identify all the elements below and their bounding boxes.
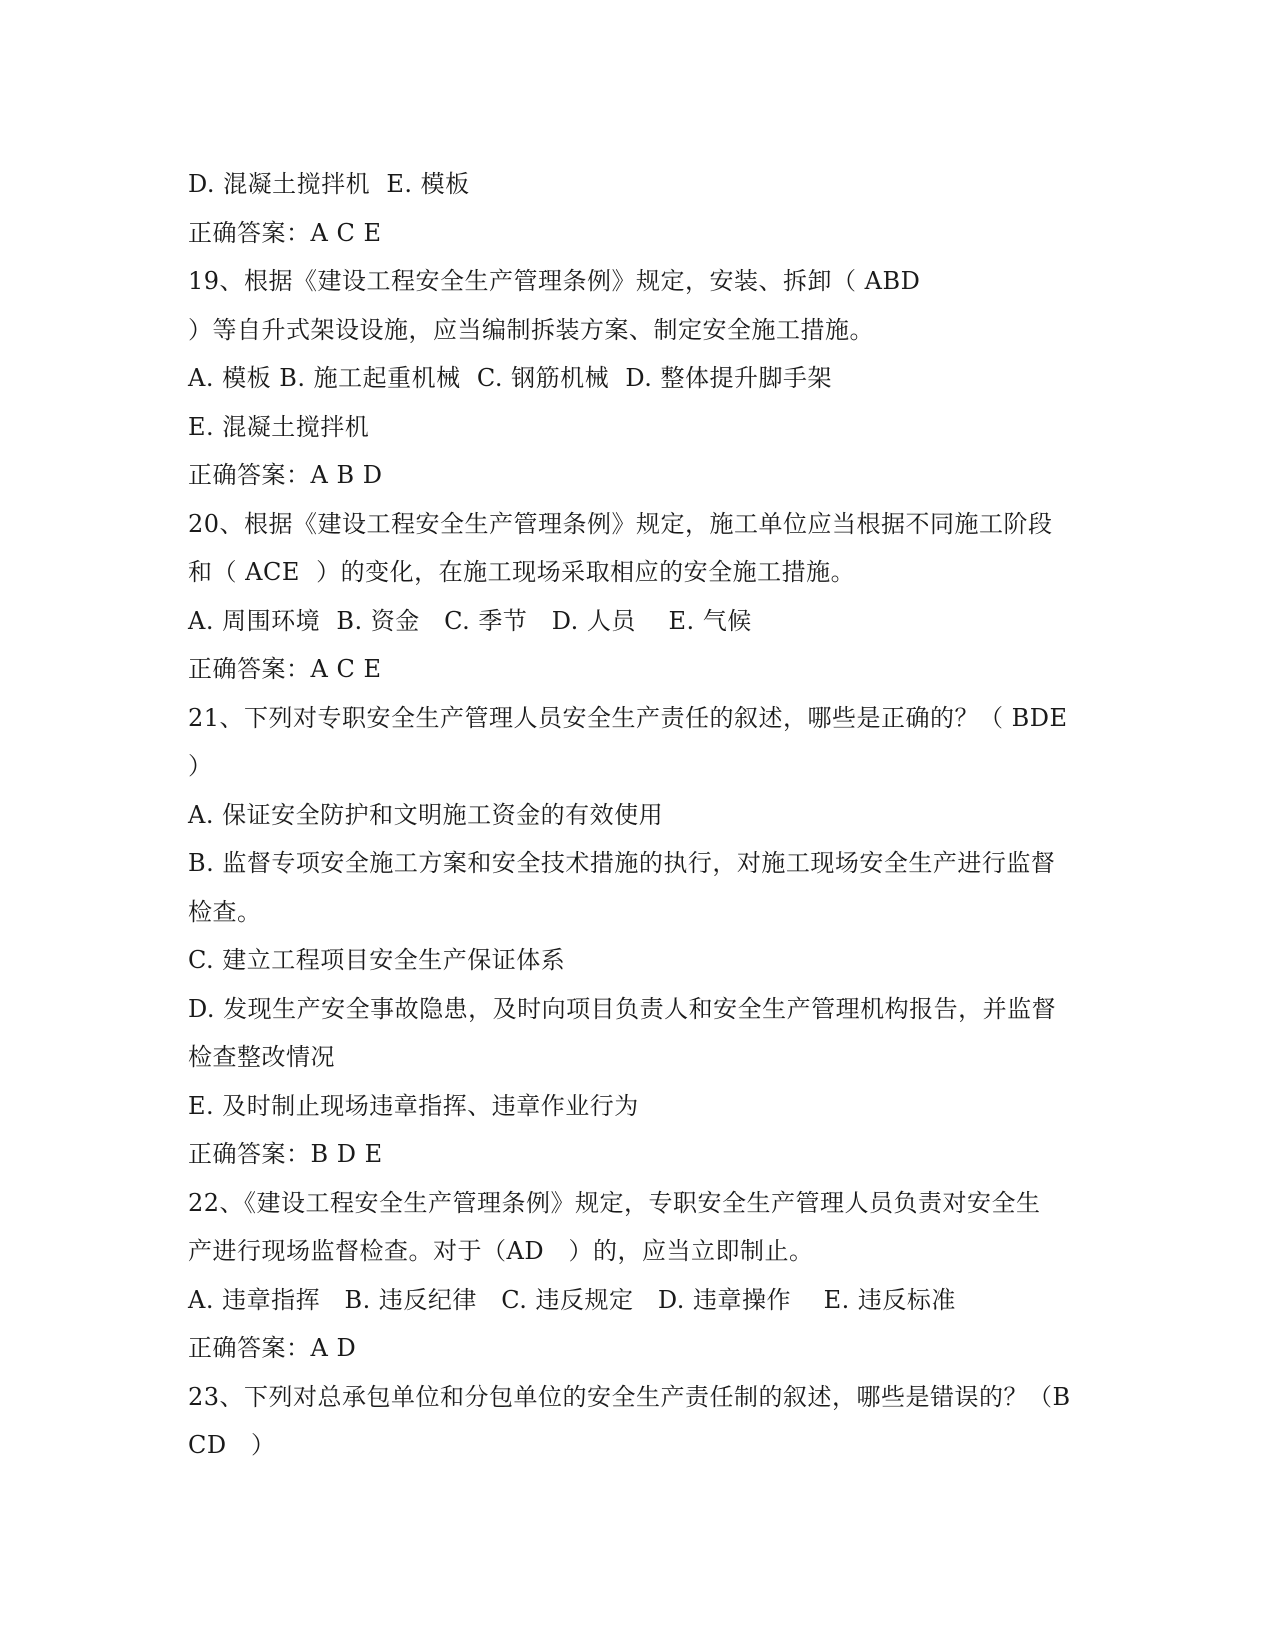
- question-21-option-a: A. 保证安全防护和文明施工资金的有效使用: [188, 800, 664, 829]
- question-22-line-2: 产进行现场监督检查。对于（AD ）的，应当立即制止。: [188, 1237, 814, 1265]
- question-21-option-d-cont: 检查整改情况: [188, 1043, 335, 1071]
- question-22-line-1: 22、《建设工程安全生产管理条例》规定，专职安全生产管理人员负责对安全生: [188, 1188, 1041, 1217]
- question-20-options: A. 周围环境 B. 资金 C. 季节 D. 人员 E. 气候: [188, 606, 752, 635]
- question-22-options: A. 违章指挥 B. 违反纪律 C. 违反规定 D. 违章操作 E. 违反标准: [188, 1285, 956, 1314]
- question-21-option-c: C. 建立工程项目安全生产保证体系: [188, 946, 566, 974]
- answer-line: 正确答案：A B D: [188, 461, 383, 489]
- question-21-option-d: D. 发现生产安全事故隐患，及时向项目负责人和安全生产管理机构报告，并监督: [188, 994, 1057, 1023]
- question-19-options: A. 模板 B. 施工起重机械 C. 钢筋机械 D. 整体提升脚手架: [188, 364, 833, 392]
- answer-line: 正确答案：A C E: [188, 218, 382, 247]
- question-19-line-1: 19、根据《建设工程安全生产管理条例》规定，安装、拆卸（ ABD: [188, 267, 921, 295]
- document-body: [188, 160, 1088, 1470]
- question-21-option-e: E. 及时制止现场违章指挥、违章作业行为: [188, 1091, 639, 1120]
- answer-line: 正确答案：A C E: [188, 655, 382, 683]
- question-19-line-2: ）等自升式架设设施，应当编制拆装方案、制定安全施工措施。: [188, 315, 874, 344]
- answer-line: 正确答案：B D E: [188, 1140, 383, 1168]
- question-20-line-2: 和（ ACE ）的变化，在施工现场采取相应的安全施工措施。: [188, 558, 856, 586]
- answer-line: 正确答案：A D: [188, 1334, 357, 1362]
- text-line: D. 混凝土搅拌机 E. 模板: [188, 170, 470, 198]
- question-23-line-1: 23、下列对总承包单位和分包单位的安全生产责任制的叙述，哪些是错误的？（B: [188, 1382, 1071, 1411]
- question-21-option-b: B. 监督专项安全施工方案和安全技术措施的执行，对施工现场安全生产进行监督: [188, 849, 1056, 877]
- question-19-option-e: E. 混凝土搅拌机: [188, 412, 370, 441]
- question-21-line-2: ）: [188, 752, 213, 780]
- question-21-line-1: 21、下列对专职安全生产管理人员安全生产责任的叙述，哪些是正确的？（ BDE: [188, 703, 1068, 732]
- question-23-line-2: CD ）: [188, 1431, 276, 1459]
- question-21-option-b-cont: 检查。: [188, 897, 262, 926]
- question-20-line-1: 20、根据《建设工程安全生产管理条例》规定，施工单位应当根据不同施工阶段: [188, 509, 1053, 538]
